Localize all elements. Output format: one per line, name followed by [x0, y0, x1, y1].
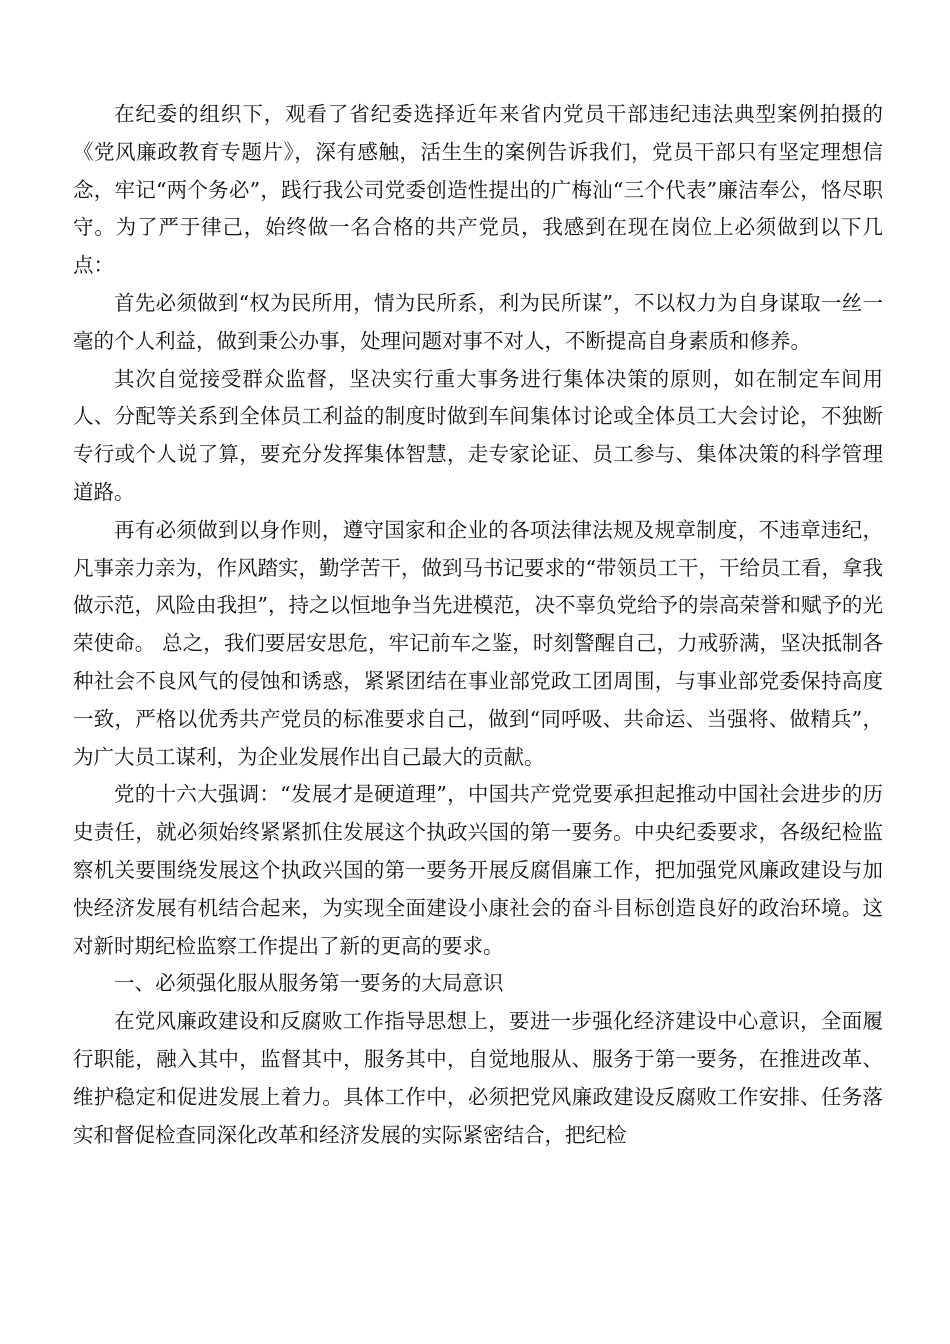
- paragraph-intro: 在纪委的组织下，观看了省纪委选择近年来省内党员干部违纪违法典型案例拍摄的《党风廉政教育专题片》，深有感触，活生生的案例告诉我们，党员干部只有坚定理想信念，牢记“两个务必”，践行我公司党委创造性提出的广梅汕“三个代表”廉洁奉公，恪尽职守。为了严于律己，始终做一名合格的共产党员，我感到在现在岗位上必须做到以下几点：: [73, 102, 883, 278]
- paragraph-second-point: 其次自觉接受群众监督，坚决实行重大事务进行集体决策的原则，如在制定车间用人、分配等关系到全体员工利益的制度时做到车间集体讨论或全体员工大会讨论，不独断专行或个人说了算，要充分发挥集体智慧，走专家论证、员工参与、集体决策的科学管理道路。: [73, 366, 883, 504]
- paragraph-third-point: 再有必须做到以身作则，遵守国家和企业的各项法律法规及规章制度，不违章违纪，凡事亲力亲为，作风踏实，勤学苦干，做到马书记要求的“带领员工干，干给员工看，拿我做示范，风险由我担”，持之以恒地争当先进模范，决不辜负党给予的崇高荣誉和赋予的光荣使命。 总之，我们要居安思危，牢记前车之鉴，时刻警醒自己，力戒骄满，坚决抵制各种社会不良风气的侵蚀和诱惑，紧紧团结在事业部党政工团周围，与事业部党委保持高度一致，严格以优秀共产党员的标准要求自己，做到“同呼吸、共命运、当强将、做精兵”，为广大员工谋利，为企业发展作出自己最大的贡献。: [73, 517, 883, 769]
- document-page: [73, 96, 883, 1154]
- paragraph-sixteenth-congress: 党的十六大强调：“发展才是硬道理”，中国共产党党要承担起推动中国社会进步的历史责任，就必须始终紧紧抓住发展这个执政兴国的第一要务。中央纪委要求，各级纪检监察机关要围绕发展这个执政兴国的第一要务开展反腐倡廉工作，把加强党风廉政建设与加快经济发展有机结合起来，为实现全面建设小康社会的奋斗目标创造良好的政治环境。这对新时期纪检监察工作提出了新的更高的要求。: [73, 782, 883, 958]
- paragraph-guiding-thought: 在党风廉政建设和反腐败工作指导思想上，要进一步强化经济建设中心意识，全面履行职能，融入其中，监督其中，服务其中，自觉地服从、服务于第一要务，在推进改革、维护稳定和促进发展上着力。具体工作中，必须把党风廉政建设反腐败工作安排、任务落实和督促检查同深化改革和经济发展的实际紧密结合，把纪检: [73, 1009, 883, 1147]
- section-heading-one: 一、必须强化服从服务第一要务的大局意识: [114, 971, 504, 996]
- paragraph-first-point: 首先必须做到“权为民所用，情为民所系，利为民所谋”，不以权力为自身谋取一丝一毫的个人利益，做到秉公办事，处理问题对事不对人，不断提高自身素质和修养。: [73, 290, 883, 353]
